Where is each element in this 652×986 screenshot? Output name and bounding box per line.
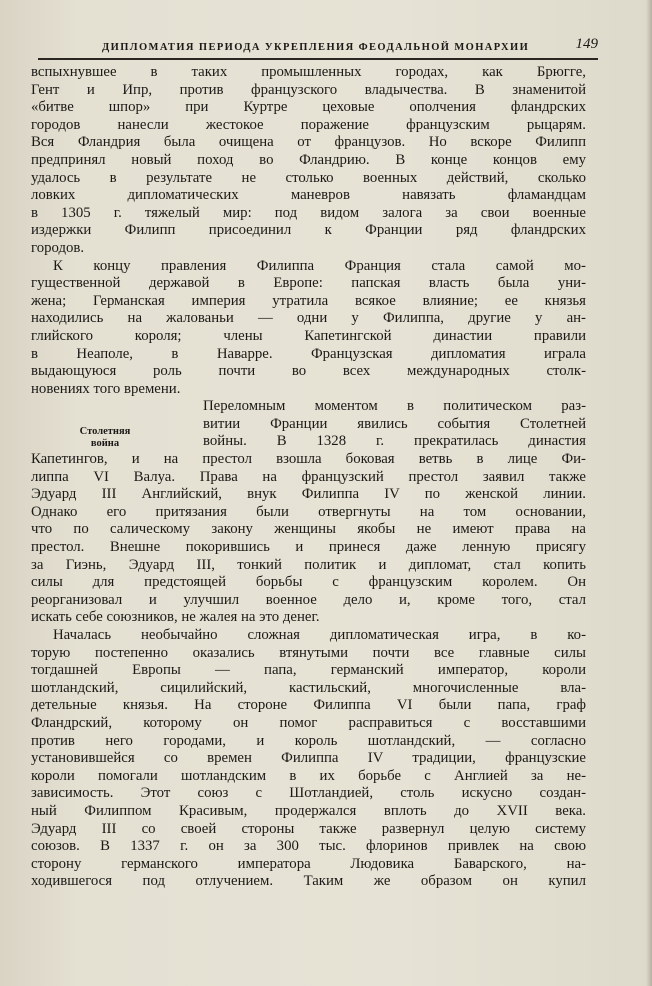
text-line: Однако его притязания были отвергнуты на том основании, bbox=[31, 503, 586, 520]
text-line: новениях того времени. bbox=[31, 380, 181, 397]
text-line: витии Франции явились события Столетней bbox=[203, 415, 586, 432]
text-line: короли помогали шотландским в их борьбе с Англией за не- bbox=[31, 767, 586, 784]
text-line: Вся Фландрия была очищена от французов. Но вскоре Филипп bbox=[31, 134, 586, 151]
text-line: ловких дипломатических маневров навязать фламандцам bbox=[31, 187, 586, 204]
text-line: Капетингов, и на престол взошла боковая ветвь в лице Фи- bbox=[31, 451, 586, 468]
page-edge-shadow bbox=[646, 0, 652, 986]
text-line: против него городами, и король шотландский, — согласно bbox=[31, 732, 586, 749]
text-line: глийского короля; члены Капетингской династии правили bbox=[31, 327, 586, 344]
text-line: издержки Филипп присоединил к Франции ряд фландрских bbox=[31, 222, 586, 239]
body-text bbox=[31, 64, 586, 891]
text-line: вспыхнувшее в таких промышленных городах, как Брюгге, bbox=[31, 64, 586, 80]
text-line: удалось в результате не столько военных действий, сколько bbox=[31, 169, 586, 186]
text-line: Фландрский, которому он помог расправиться с восставшими bbox=[31, 714, 586, 731]
text-line: Эдуард III со своей стороны также развернул целую систему bbox=[31, 820, 586, 837]
text-line: ходившегося под отлучением. Таким же образом он купил bbox=[31, 873, 586, 890]
text-line: торую постепенно оказались втянутыми почти все главные силы bbox=[31, 644, 586, 661]
page-number: 149 bbox=[575, 36, 598, 52]
text-line: Переломным моментом в политическом раз- bbox=[203, 398, 586, 415]
text-line: войны. В 1328 г. прекратилась династия bbox=[203, 433, 586, 450]
text-line: жена; Германская империя утратила всякое влияние; ее князья bbox=[31, 292, 586, 309]
page-header bbox=[38, 34, 598, 58]
running-head: ДИПЛОМАТИЯ ПЕРИОДА УКРЕПЛЕНИЯ ФЕОДАЛЬНОЙ МОНАРХИИ bbox=[102, 42, 530, 53]
text-line: гущественной державой в Европе: папская власть была уни- bbox=[31, 275, 586, 292]
text-line: в Неаполе, в Наварре. Французская дипломатия играла bbox=[31, 345, 586, 362]
text-line: «битве шпор» при Куртре цеховые ополчения фландрских bbox=[31, 99, 586, 116]
text-line: шотландский, сицилийский, кастильский, многочисленные вла- bbox=[31, 679, 586, 696]
text-line: союзов. В 1337 г. он за 300 тыс. флоринов привлек на свою bbox=[31, 838, 586, 855]
text-line: находились на жалованьи — одни у Филиппа, другие у ан- bbox=[31, 310, 586, 327]
text-line: Началась необычайно сложная дипломатическая игра, в ко- bbox=[53, 627, 586, 643]
text-line: городов нанесли жестокое поражение французским рыцарям. bbox=[31, 116, 586, 133]
side-heading-line: война bbox=[90, 438, 120, 449]
text-line: искать себе союзников, не жалея на это денег. bbox=[31, 609, 320, 626]
text-line: реорганизовал и улучшил военное дело и, кроме того, стал bbox=[31, 591, 586, 608]
text-line: сторону германского императора Людовика Баварского, на- bbox=[31, 855, 586, 872]
text-line: выдающуюся роль почти во всех международных столк- bbox=[31, 363, 586, 380]
text-line: силы для предстоящей борьбы с французским королем. Он bbox=[31, 574, 586, 591]
text-line: престол. Внешне покорившись и принеся даже ленную присягу bbox=[31, 539, 586, 556]
text-line: Гент и Ипр, против французского владычества. В знаменитой bbox=[31, 81, 586, 98]
text-line: зависимость. Этот союз с Шотландией, столь искусно создан- bbox=[31, 785, 586, 802]
text-line: липпа VI Валуа. Права на французский престол заявил также bbox=[31, 468, 586, 485]
header-rule bbox=[38, 58, 598, 60]
text-line: ный Филиппом Красивым, продержался вплоть до XVII века. bbox=[31, 802, 586, 819]
text-line: тогдашней Европы — папа, германский император, короли bbox=[31, 662, 586, 679]
text-line: в 1305 г. тяжелый мир: под видом залога за свои военные bbox=[31, 204, 586, 221]
text-line: детельные князья. На стороне Филиппа VI были папа, граф bbox=[31, 697, 586, 714]
text-line: установившейся со времен Филиппа IV традиции, французские bbox=[31, 750, 586, 767]
text-line: что по салическому закону женщины якобы не имеют права на bbox=[31, 521, 586, 538]
text-line: городов. bbox=[31, 239, 85, 256]
text-line: за Гиэнь, Эдуард III, тонкий политик и дипломат, стал копить bbox=[31, 556, 586, 573]
text-line: К концу правления Филиппа Франция стала самой мо- bbox=[53, 257, 586, 274]
text-line: Эдуард III Английский, внук Филиппа IV по женской линии. bbox=[31, 486, 586, 503]
side-heading-line: Столетняя bbox=[79, 426, 131, 437]
text-line: предпринял новый поход во Фландрию. В конце концов ему bbox=[31, 151, 586, 168]
